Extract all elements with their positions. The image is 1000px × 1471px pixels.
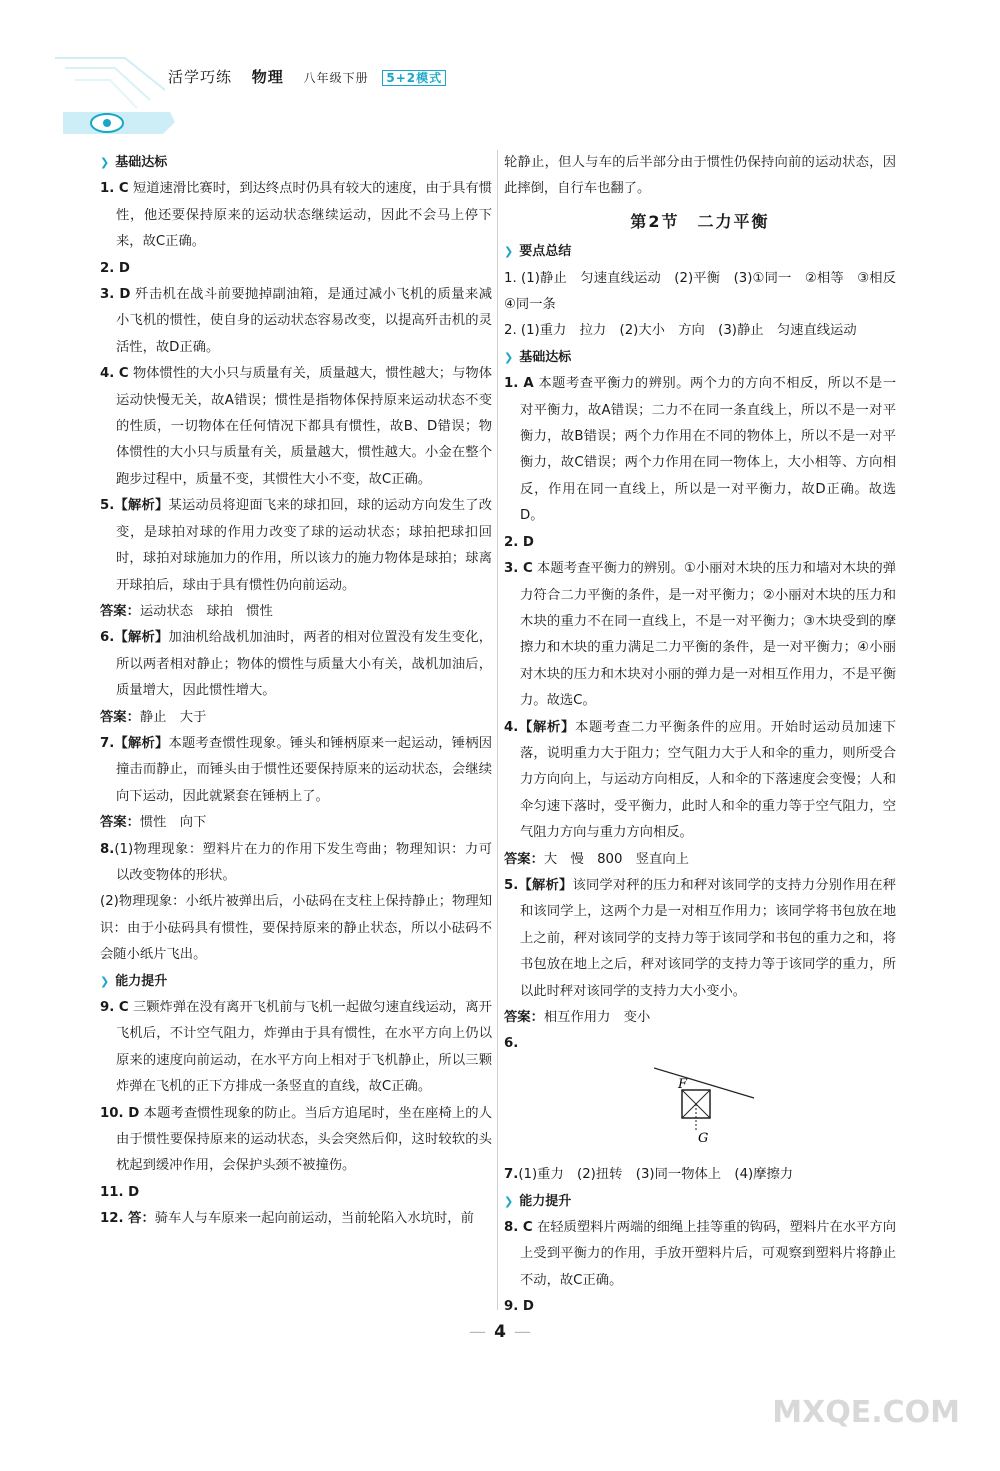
- book-title: [168, 66, 446, 87]
- section-ability: ❯ 能力提升: [504, 1189, 896, 1215]
- chapter-title: 第2节 二力平衡: [630, 211, 770, 231]
- force-diagram: [654, 1064, 764, 1144]
- left-column: [100, 150, 492, 1233]
- answer-line: 答案：运动状态 球拍 惯性: [100, 603, 273, 619]
- answer-item: 1. A 本题考查平衡力的辨别。两个力的方向不相反，所以不是一对平衡力，故A错误；二力不在同一条直线上，所以不是一对平衡力，故B错误；两个力作用在不同的物体上，所以不是一对平衡力，故C错误；两个力作用在同一物体上，大小相等、方向相反，作用在同一直线上，所以是一对平衡力，故D正确。故选D。: [504, 376, 896, 524]
- answer-item: 11. D: [100, 1184, 140, 1200]
- chevron-icon: ❯: [504, 245, 514, 259]
- answer-line: 答案：相互作用力 变小: [504, 1010, 651, 1025]
- answer-item: 12. 答：骑车人与车原来一起向前运动，当前轮陷入水坑时，前: [100, 1211, 474, 1227]
- section-basic: ❯ 基础达标: [504, 345, 896, 371]
- page-number: — 4 —: [469, 1322, 531, 1342]
- answer-item: 5.【解析】该同学对秤的压力和秤对该同学的支持力分别作用在秤和该同学上，这两个力是一对相互作用力；该同学将书包放在地上之前，秤对该同学的支持力等于该同学和书包的重力之和，将书包放在地上之后，秤对该同学的支持力等于该同学的重力，所以此时秤对该同学的支持力大小变小。: [504, 877, 896, 999]
- answer-item: 10. D 本题考查惯性现象的防止。当后方追尾时，坐在座椅上的人由于惯性要保持原来的运动状态，头会突然后仰，这时较软的头枕起到缓冲作用，会保护头颈不被撞伤。: [100, 1105, 492, 1174]
- summary-line: 2. (1)重力 拉力 (2)大小 方向 (3)静止 匀速直线运动: [504, 323, 857, 339]
- answer-item: 1. C 短道速滑比赛时，到达终点时仍具有较大的速度，由于具有惯性，他还要保持原来的运动状态继续运动，因此不会马上停下来，故C正确。: [100, 181, 492, 250]
- summary-line: 1. (1)静止 匀速直线运动 (2)平衡 (3)①同一 ②相等 ③相反 ④同一条: [504, 270, 910, 313]
- chevron-icon: ❯: [100, 156, 110, 169]
- answer-line: 答案：大 慢 800 竖直向上: [504, 851, 689, 867]
- series-title: 活学巧练: [168, 68, 233, 86]
- answer-item-continued: (2)物理现象：小纸片被弹出后，小砝码在支柱上保持静止；物理知识：由于小砝码具有惯性，要保持原来的静止状态，所以小砝码不会随小纸片飞出。: [100, 894, 492, 963]
- chevron-icon: ❯: [100, 974, 110, 988]
- subject-label: 物理: [251, 68, 284, 86]
- answer-item: 9. C 三颗炸弹在没有离开飞机前与飞机一起做匀速直线运动，离开飞机后，不计空气阻力，炸弹由于具有惯性，在水平方向上仍以原来的速度向前运动，在水平方向上相对于飞机静止，所以三颗炸弹在飞机的正下方排成一条竖直的直线，故C正确。: [100, 1000, 492, 1095]
- section-basic: ❯ 基础达标: [100, 150, 492, 176]
- answer-item: 8. C 在轻质塑料片两端的细绳上挂等重的钩码，塑料片在水平方向上受到平衡力的作用，手放开塑料片后，可观察到塑料片将静止不动，故C正确。: [504, 1220, 896, 1288]
- chevron-icon: ❯: [504, 1194, 514, 1208]
- answer-item: 5.【解析】某运动员将迎面飞来的球扣回，球的运动方向发生了改变，是球拍对球的作用力改变了球的运动状态；球拍把球扣回时，球拍对球施加力的作用，所以该力的施力物体是球拍；球离开球拍后，球由于具有惯性仍向前运动。: [100, 498, 492, 593]
- label-f: F: [678, 1076, 688, 1092]
- answer-item-continued: 轮静止，但人与车的后半部分由于惯性仍保持向前的运动状态，因此摔倒，自行车也翻了。: [504, 155, 896, 197]
- answer-item: 2. D: [100, 260, 130, 276]
- mode-badge: 5+2模式: [382, 70, 446, 86]
- answer-item: 3. C 本题考查平衡力的辨别。①小丽对木块的压力和墙对木块的弹力符合二力平衡的条件，是一对平衡力；②小丽对木块的压力和木块的重力不在同一直线上，不是一对平衡力；③木块受到的摩擦力和木块的重力满足二力平衡的条件，是一对平衡力；④小丽对木块的压力和木块对小丽的弹力是一对相互作用力，不是平衡力。故选C。: [504, 561, 896, 709]
- grade-label: 八年级下册: [303, 71, 369, 85]
- answer-item: 6.: [504, 1036, 519, 1052]
- answer-item: 7.(1)重力 (2)扭转 (3)同一物体上 (4)摩擦力: [504, 1167, 794, 1183]
- answer-item: 4.【解析】本题考查二力平衡条件的应用。开始时运动员加速下落，说明重力大于阻力；空气阻力大于人和伞的重力，则所受合力方向向上，与运动方向相反，人和伞的下落速度会变慢；人和伞匀速下落时，受平衡力，此时人和伞的重力等于空气阻力，空气阻力方向与重力方向相反。: [504, 719, 896, 841]
- answer-item: 2. D: [504, 534, 534, 550]
- answer-item: 6.【解析】加油机给战机加油时，两者的相对位置没有发生变化，所以两者相对静止；物体的惯性与质量大小有关，战机加油后，质量增大，因此惯性增大。: [100, 630, 492, 699]
- right-column: [504, 150, 910, 1321]
- answer-item: 7.【解析】本题考查惯性现象。锤头和锤柄原来一起运动，锤柄因撞击而静止，而锤头由于惯性还要保持原来的运动状态，会继续向下运动，因此就紧套在锤柄上了。: [100, 735, 492, 804]
- answer-item: 3. D 歼击机在战斗前要抛掉副油箱，是通过减小飞机的质量来减小飞机的惯性，使自身的运动状态容易改变，以提高歼击机的灵活性，故D正确。: [100, 287, 492, 355]
- watermark: MXQE.COM: [772, 1395, 960, 1430]
- chevron-icon: ❯: [504, 350, 514, 364]
- answer-line: 答案：惯性 向下: [100, 815, 207, 831]
- section-ability: ❯ 能力提升: [100, 969, 492, 995]
- answer-item: 9. D: [504, 1299, 534, 1315]
- label-g: G: [698, 1130, 709, 1144]
- page-header: [55, 50, 955, 150]
- answer-line: 答案：静止 大于: [100, 709, 207, 725]
- column-divider: [497, 150, 498, 1310]
- header-decoration: [55, 50, 255, 145]
- section-summary: ❯ 要点总结: [504, 239, 896, 265]
- incline-line: [654, 1068, 754, 1098]
- answer-item: 8.(1)物理现象：塑料片在力的作用下发生弯曲；物理知识：力可以改变物体的形状。: [100, 841, 492, 883]
- answer-item: 4. C 物体惯性的大小只与质量有关，质量越大，惯性越大；与物体运动快慢无关，故A错误；惯性是指物体保持原来运动状态不变的性质，一切物体在任何情况下都具有惯性，故B、D错误；物体惯性的大小只与质量有关，质量越大，惯性越大。小金在整个跑步过程中，质量不变，其惯性大小不变，故C正确。: [100, 366, 492, 487]
